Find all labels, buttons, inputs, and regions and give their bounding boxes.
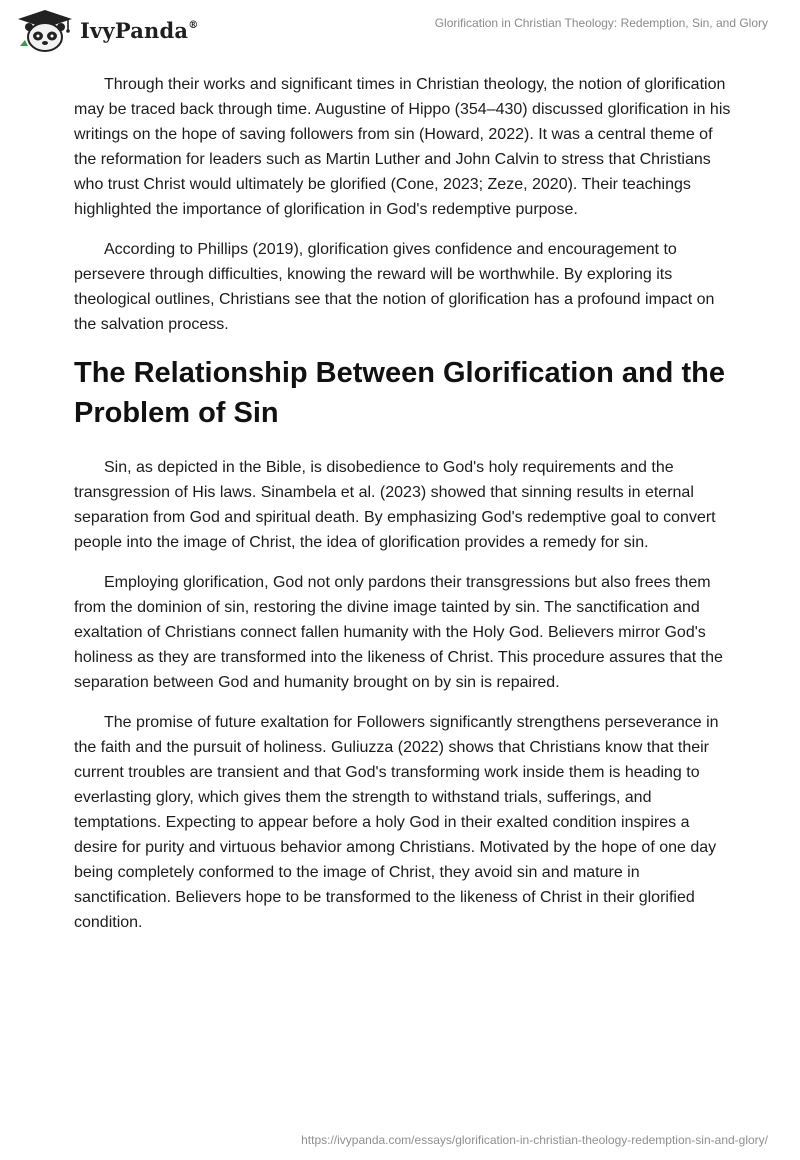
document-title: Glorification in Christian Theology: Redemption, Sin, and Glory	[434, 16, 768, 30]
paragraph: Employing glorification, God not only pardons their transgressions but also frees them from the dominion of sin, restoring the divine image tainted by sin. The sanctification and exaltation of Christians connect fallen humanity with the Holy God. Believers mirror God's holiness as they are transformed into the likeness of Christ. This procedure assures that the separation between God and humanity brought on by sin is repaired.	[74, 574, 723, 691]
page-header	[0, 0, 800, 64]
paragraph: The promise of future exaltation for Followers significantly strengthens perseverance in the faith and the pursuit of holiness. Guliuzza (2022) shows that Christians know that their current troubles are transient and that God's transforming work inside them is heading to everlasting glory, which gives them the strength to withstand trials, sufferings, and temptations. Expecting to appear before a holy God in their exalted condition inspires a desire for purity and virtuous behavior among Christians. Motivated by the hope of one day being completely conformed to the image of Christ, they avoid sin and mature in sanctification. Believers hope to be transformed to the likeness of Christ in their glorified condition.	[74, 714, 719, 931]
paragraph: Sin, as depicted in the Bible, is disobedience to God's holy requirements and the transgression of His laws. Sinambela et al. (2023) showed that sinning results in eternal separation from God and spiritual death. By emphasizing God's redemptive goal to convert people into the image of Christ, the idea of glorification provides a remedy for sin.	[74, 459, 716, 551]
source-url[interactable]: https://ivypanda.com/essays/glorification-in-christian-theology-redemption-sin-and-glory/	[301, 1133, 768, 1147]
registered-mark: ®	[188, 20, 199, 31]
brand-name[interactable]	[80, 18, 198, 43]
paragraph: According to Phillips (2019), glorification gives confidence and encouragement to persevere through difficulties, knowing the reward will be worthwhile. By exploring its theological outlines, Christians see that the notion of glorification has a profound impact on the salvation process.	[74, 241, 715, 333]
brand-text: IvyPanda	[80, 18, 189, 43]
paragraph: Through their works and significant times in Christian theology, the notion of glorification may be traced back through time. Augustine of Hippo (354–430) discussed glorification in his writings on the hope of saving followers from sin (Howard, 2022). It was a central theme of the reformation for leaders such as Martin Luther and John Calvin to stress that Christians who trust Christ would ultimately be glorified (Cone, 2023; Zeze, 2020). Their teachings highlighted the importance of glorification in God's redemptive purpose.	[74, 76, 731, 218]
panda-logo-icon[interactable]	[14, 8, 76, 52]
section-heading: The Relationship Between Glorification and the Problem of Sin	[74, 357, 725, 429]
article-body	[74, 72, 734, 950]
